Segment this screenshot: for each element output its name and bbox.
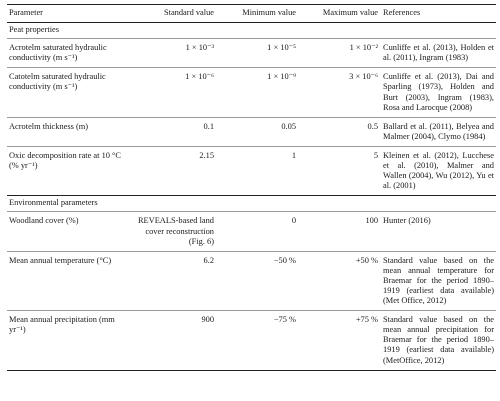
header-maximum-value: Maximum value [322, 8, 378, 17]
cell-parameter: Acrotelm saturated hydraulic conductivity (m s⁻¹) [7, 39, 134, 68]
table-row [7, 212, 496, 251]
table-row [7, 251, 496, 310]
section-title: Environmental parameters [7, 196, 496, 212]
cell-standard: 900 [134, 311, 216, 370]
parameter-table [7, 4, 496, 371]
table-row [7, 146, 496, 195]
cell-minimum: 0.05 [216, 117, 298, 146]
cell-standard: 2.15 [134, 146, 216, 195]
table-row [7, 39, 496, 68]
cell-minimum: −50 % [216, 251, 298, 310]
cell-references: Kleinen et al. (2012), Lucchese et al. (2010), Malmer and Wallen (2004), Wu (2012), Yu et al. (2001) [380, 146, 496, 195]
cell-references: Standard value based on the mean annual precipitation for Braemar for the period 1890–1919 (earliest data available) (MetOffice, 2012) [380, 311, 496, 370]
header-standard-value: Standard value [163, 8, 214, 17]
cell-parameter: Woodland cover (%) [7, 212, 134, 251]
cell-maximum: 5 [298, 146, 380, 195]
cell-maximum: 1 × 10⁻² [298, 39, 380, 68]
cell-standard: 1 × 10⁻³ [134, 39, 216, 68]
cell-maximum: 100 [298, 212, 380, 251]
cell-references: Standard value based on the mean annual temperature for Braemar for the period 1890–1919 (earliest data available) (Met Office, 2012) [380, 251, 496, 310]
table-header-row [7, 5, 496, 23]
table-row [7, 117, 496, 146]
cell-minimum: 0 [216, 212, 298, 251]
header-parameter: Parameter [9, 8, 43, 17]
section-row [7, 196, 496, 212]
cell-minimum: 1 × 10⁻⁵ [216, 39, 298, 68]
cell-maximum: 0.5 [298, 117, 380, 146]
cell-maximum: +75 % [298, 311, 380, 370]
cell-maximum: +50 % [298, 251, 380, 310]
cell-references: Cunliffe et al. (2013), Dai and Sparling (1973), Holden and Burt (2003), Ingram (1983), Rosa and Larocque (2008) [380, 68, 496, 117]
cell-references: Hunter (2016) [380, 212, 496, 251]
cell-maximum: 3 × 10⁻⁶ [298, 68, 380, 117]
header-references: References [383, 8, 421, 17]
cell-references: Ballard et al. (2011), Belyea and Malmer (2004), Clymo (1984) [380, 117, 496, 146]
cell-parameter: Catotelm saturated hydraulic conductivity (m s⁻¹) [7, 68, 134, 117]
header-minimum-value: Minimum value [242, 8, 296, 17]
cell-parameter: Oxic decomposition rate at 10 °C (% yr⁻¹) [7, 146, 134, 195]
table-row [7, 311, 496, 370]
cell-parameter: Acrotelm thickness (m) [7, 117, 134, 146]
cell-standard: REVEALS-based land cover reconstruction (Fig. 6) [134, 212, 216, 251]
cell-minimum: −75 % [216, 311, 298, 370]
cell-minimum: 1 [216, 146, 298, 195]
cell-standard: 1 × 10⁻⁶ [134, 68, 216, 117]
cell-parameter: Mean annual temperature (°C) [7, 251, 134, 310]
section-row [7, 23, 496, 39]
cell-minimum: 1 × 10⁻⁹ [216, 68, 298, 117]
section-title: Peat properties [9, 25, 60, 35]
cell-standard: 6.2 [134, 251, 216, 310]
table-row [7, 68, 496, 117]
cell-parameter: Mean annual precipitation (mm yr⁻¹) [7, 311, 134, 370]
cell-references: Cunliffe et al. (2013), Holden et al. (2011), Ingram (1983) [380, 39, 496, 68]
cell-standard: 0.1 [134, 117, 216, 146]
